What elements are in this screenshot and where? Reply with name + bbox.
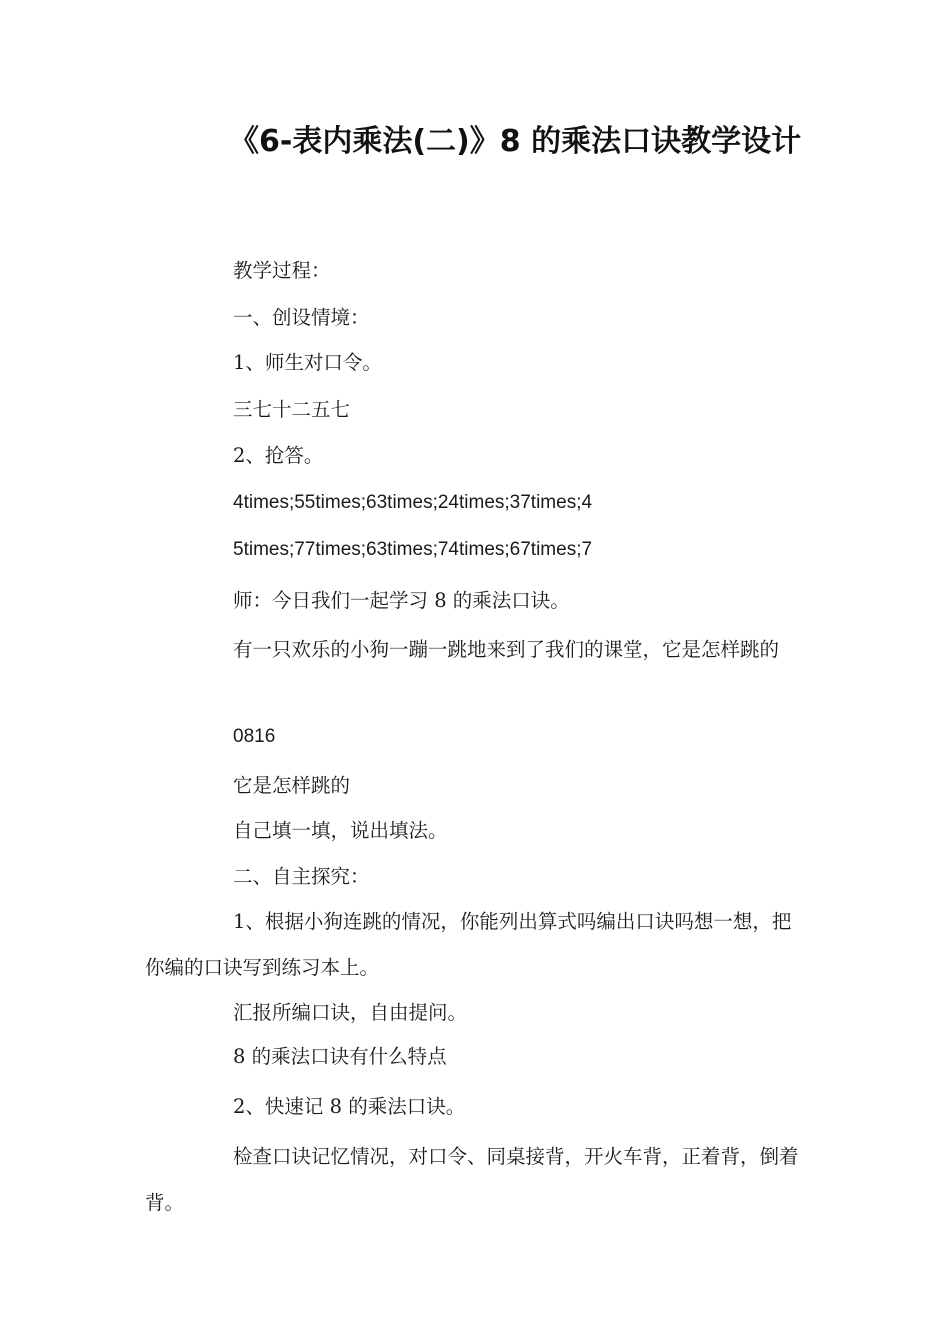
paragraph-report: 汇报所编口诀，自由提问。 [233, 1001, 468, 1024]
paragraph-teacher-intro: 师：今日我们一起学习 8 的乘法口诀。 [233, 589, 570, 612]
paragraph-explore-1: 1、根据小狗连跳的情况，你能列出算式吗编出口诀吗想一想，把你编的口诀写到练习本上。 [145, 910, 792, 979]
paragraph-quiz-line-1: 4times;55times;63times;24times;37times;4 [233, 492, 593, 513]
paragraph-number-sequence: 0816 [233, 726, 276, 747]
paragraph-how-jump: 它是怎样跳的 [233, 774, 351, 797]
paragraph-fill-in: 自己填一填，说出填法。 [233, 819, 448, 842]
paragraph-quiz-line-2: 5times;77times;63times;74times;67times;7 [233, 539, 593, 560]
document-title: 《6-表内乘法(二)》8 的乘法口诀教学设计 [229, 124, 802, 159]
paragraph-features: 8 的乘法口诀有什么特点 [233, 1045, 447, 1068]
paragraph-section-one: 一、创设情境： [233, 306, 370, 329]
paragraph-step-2: 2、抢答。 [233, 444, 324, 467]
paragraph-section-two: 二、自主探究： [233, 865, 370, 888]
paragraph-step-1: 1、师生对口令。 [233, 351, 382, 374]
paragraph-teaching-process: 教学过程： [233, 259, 331, 282]
paragraph-check: 检查口诀记忆情况，对口令、同桌接背，开火车背，正着背，倒着背。 [145, 1145, 799, 1214]
paragraph-chant: 三七十二五七 [233, 398, 351, 421]
paragraph-puppy: 有一只欢乐的小狗一蹦一跳地来到了我们的课堂，它是怎样跳的 [233, 638, 780, 661]
paragraph-explore-2: 2、快速记 8 的乘法口诀。 [233, 1095, 466, 1118]
